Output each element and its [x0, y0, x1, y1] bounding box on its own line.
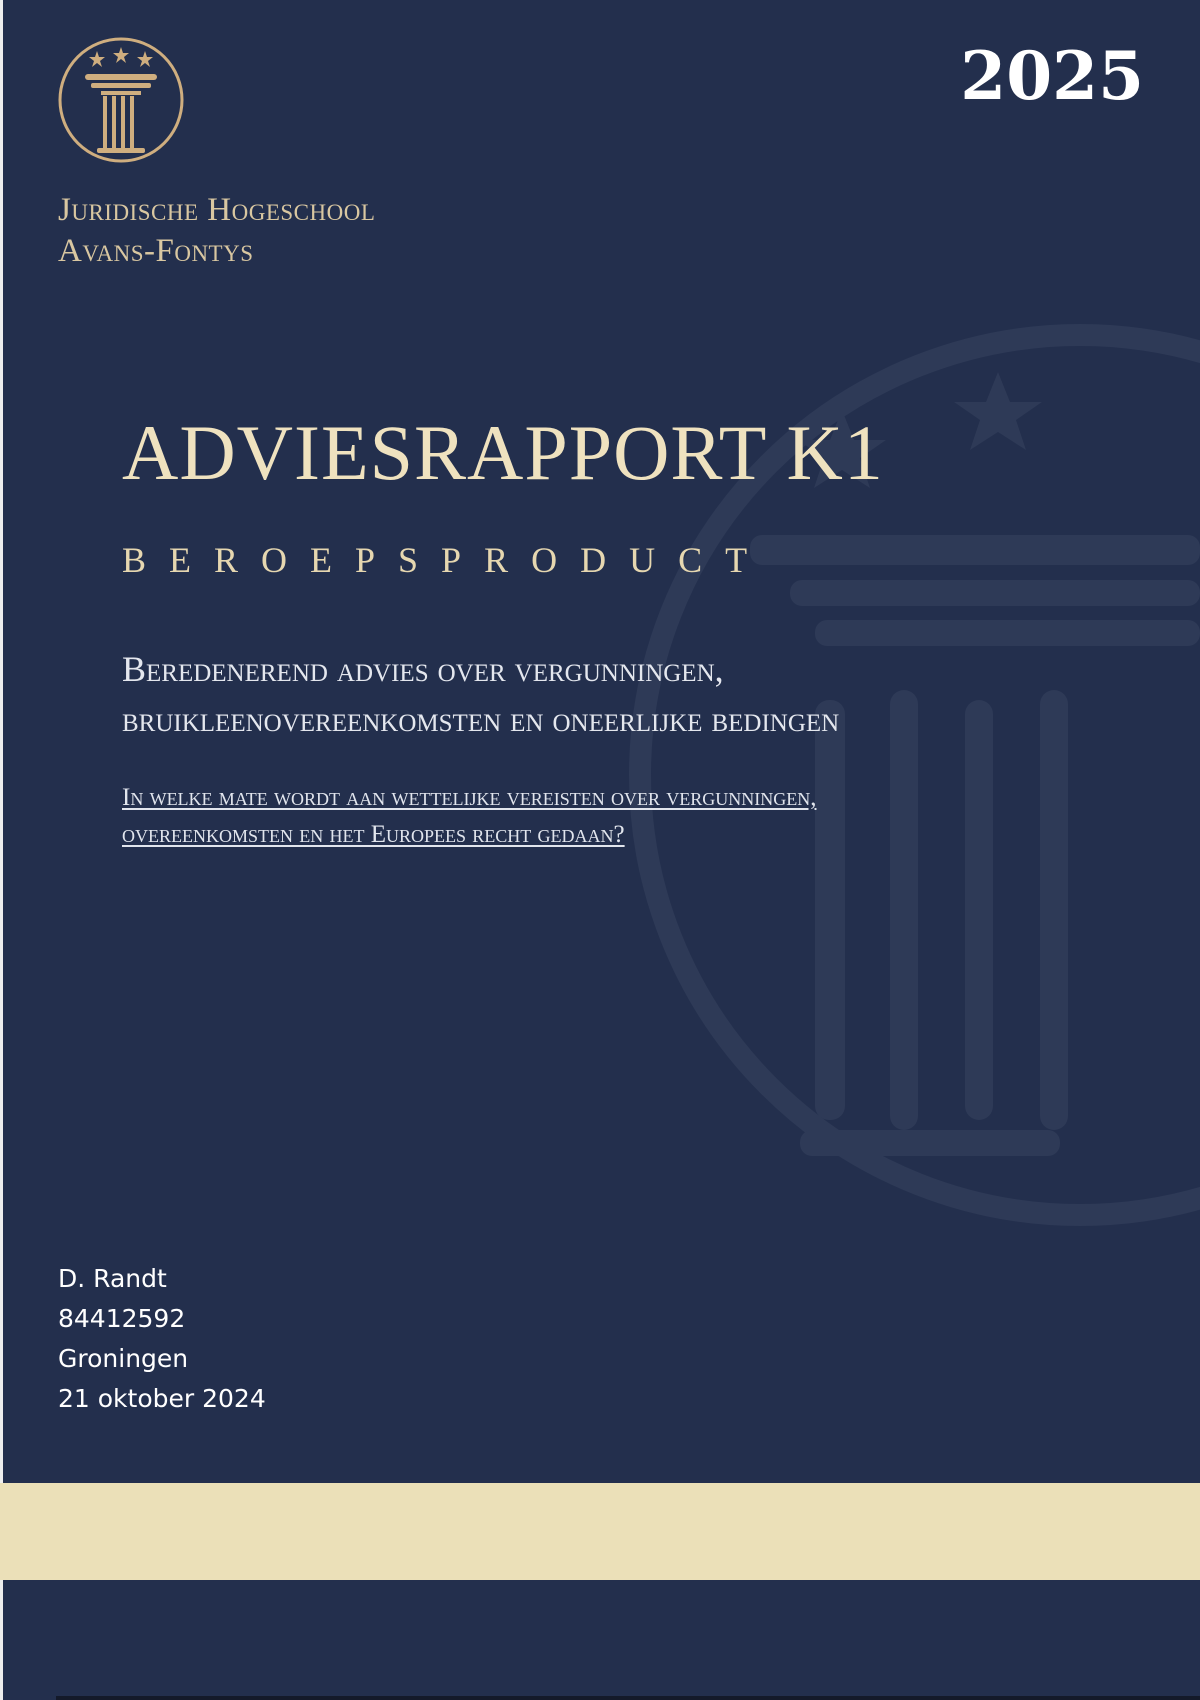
report-subtitle: BEROEPSPRODUCT	[122, 540, 771, 580]
report-date: 21 oktober 2024	[58, 1384, 266, 1413]
student-number: 84412592	[58, 1304, 186, 1333]
pillar-with-stars-icon	[57, 36, 185, 164]
research-question	[122, 779, 1142, 853]
author-name: D. Randt	[58, 1264, 167, 1293]
school-name	[58, 190, 375, 272]
school-name-line-2: Avans-Fontys	[58, 233, 254, 269]
author-info	[58, 1259, 266, 1419]
description-line-1: Beredenerend advies over vergunningen,	[122, 649, 724, 689]
question-line-1: In welke mate wordt aan wettelijke vereisten over vergunningen,	[122, 784, 817, 811]
author-city: Groningen	[58, 1344, 189, 1373]
left-edge-rule	[0, 0, 3, 1700]
question-line-2: overeenkomsten en het Europees recht gedaan?	[122, 821, 625, 848]
description-line-2: bruikleenovereenkomsten en oneerlijke bedingen	[122, 699, 840, 739]
report-title: ADVIESRAPPORT K1	[122, 409, 884, 496]
report-description	[122, 644, 1142, 744]
accent-band	[0, 1483, 1200, 1580]
school-name-line-1: Juridische Hogeschool	[58, 192, 376, 228]
report-year: 2025	[960, 37, 1144, 115]
bottom-rule	[56, 1696, 1200, 1700]
